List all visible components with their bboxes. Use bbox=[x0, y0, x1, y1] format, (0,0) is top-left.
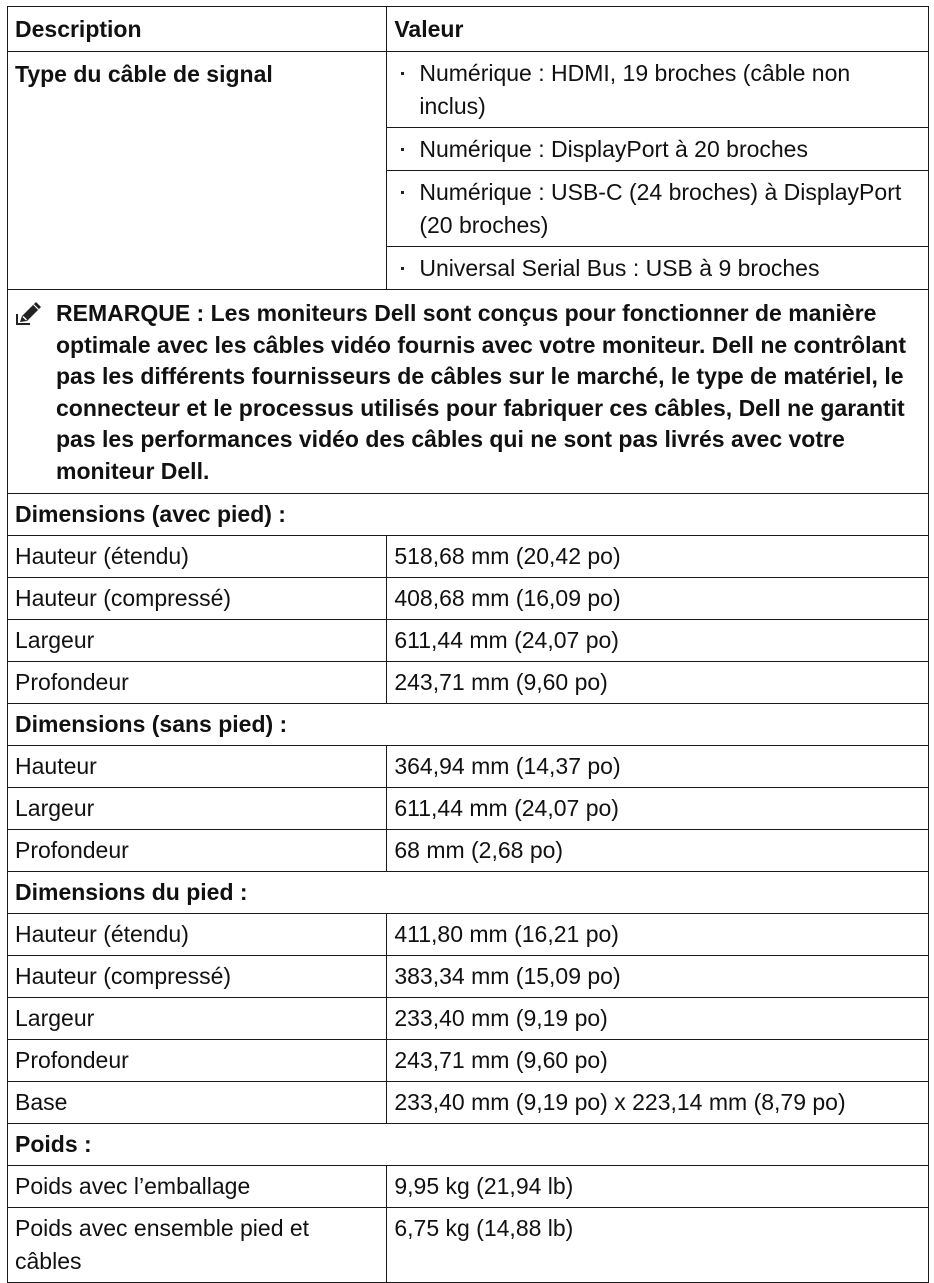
row-label: Profondeur bbox=[8, 830, 387, 872]
table-row bbox=[8, 578, 929, 620]
signal-cable-list bbox=[387, 52, 929, 290]
list-item bbox=[387, 171, 928, 247]
table-row bbox=[8, 662, 929, 704]
note-row bbox=[8, 290, 929, 494]
row-label: Poids avec ensemble pied et câbles bbox=[8, 1208, 387, 1283]
section-title: Dimensions (sans pied) : bbox=[8, 704, 929, 746]
row-label: Largeur bbox=[8, 998, 387, 1040]
table-row bbox=[8, 914, 929, 956]
table-row bbox=[8, 1040, 929, 1082]
row-value: 518,68 mm (20,42 po) bbox=[387, 536, 929, 578]
section-header bbox=[8, 704, 929, 746]
row-label: Hauteur (compressé) bbox=[8, 578, 387, 620]
row-value: 383,34 mm (15,09 po) bbox=[387, 956, 929, 998]
note-cell bbox=[8, 290, 929, 494]
spec-table bbox=[7, 6, 929, 1283]
table-row bbox=[8, 998, 929, 1040]
row-label: Poids avec l’emballage bbox=[8, 1166, 387, 1208]
row-value: 243,71 mm (9,60 po) bbox=[387, 1040, 929, 1082]
row-label: Largeur bbox=[8, 788, 387, 830]
list-item-text: Numérique : USB-C (24 broches) à DisplayPort (20 broches) bbox=[419, 179, 902, 238]
section-header bbox=[8, 1124, 929, 1166]
row-label: Hauteur (compressé) bbox=[8, 956, 387, 998]
row-label: Hauteur (étendu) bbox=[8, 914, 387, 956]
signal-cable-label: Type du câble de signal bbox=[8, 52, 387, 290]
signal-cable-row bbox=[8, 52, 929, 290]
row-value: 6,75 kg (14,88 lb) bbox=[387, 1208, 929, 1283]
section-header bbox=[8, 494, 929, 536]
row-value: 611,44 mm (24,07 po) bbox=[387, 788, 929, 830]
header-description: Description bbox=[8, 7, 387, 52]
section-title: Poids : bbox=[8, 1124, 929, 1166]
bullet-icon bbox=[401, 267, 404, 270]
header-value: Valeur bbox=[387, 7, 929, 52]
row-value: 408,68 mm (16,09 po) bbox=[387, 578, 929, 620]
row-label: Hauteur (étendu) bbox=[8, 536, 387, 578]
section-title: Dimensions du pied : bbox=[8, 872, 929, 914]
row-value: 243,71 mm (9,60 po) bbox=[387, 662, 929, 704]
list-item bbox=[387, 247, 928, 289]
row-value: 233,40 mm (9,19 po) bbox=[387, 998, 929, 1040]
table-row bbox=[8, 536, 929, 578]
list-item-text: Universal Serial Bus : USB à 9 broches bbox=[419, 255, 820, 281]
list-item bbox=[387, 52, 928, 128]
section-header bbox=[8, 872, 929, 914]
list-item-text: Numérique : HDMI, 19 broches (câble non inclus) bbox=[419, 60, 851, 119]
row-label: Profondeur bbox=[8, 662, 387, 704]
table-row bbox=[8, 956, 929, 998]
header-row bbox=[8, 7, 929, 52]
table-row bbox=[8, 620, 929, 662]
row-label: Profondeur bbox=[8, 1040, 387, 1082]
table-row bbox=[8, 746, 929, 788]
table-row bbox=[8, 788, 929, 830]
row-label: Hauteur bbox=[8, 746, 387, 788]
row-value: 233,40 mm (9,19 po) x 223,14 mm (8,79 po) bbox=[387, 1082, 929, 1124]
table-row bbox=[8, 1166, 929, 1208]
table-row bbox=[8, 830, 929, 872]
row-value: 364,94 mm (14,37 po) bbox=[387, 746, 929, 788]
bullet-icon bbox=[401, 148, 404, 151]
row-value: 68 mm (2,68 po) bbox=[387, 830, 929, 872]
list-item bbox=[387, 128, 928, 171]
note-text: REMARQUE : Les moniteurs Dell sont conçus pour fonctionner de manière optimale avec les câbles vidéo fournis avec votre moniteur. Dell ne contrôlant pas les différents fournisseurs de câbles sur le marché, le type de matériel, le connecteur et le processus utilisés pour fabriquer ces câbles, Dell ne garantit pas les performances vidéo des câbles qui ne sont pas livrés avec votre moniteur Dell. bbox=[56, 300, 907, 484]
row-value: 611,44 mm (24,07 po) bbox=[387, 620, 929, 662]
table-row bbox=[8, 1082, 929, 1124]
bullet-icon bbox=[401, 191, 404, 194]
row-value: 411,80 mm (16,21 po) bbox=[387, 914, 929, 956]
row-label: Base bbox=[8, 1082, 387, 1124]
pencil-note-icon bbox=[16, 301, 42, 327]
row-label: Largeur bbox=[8, 620, 387, 662]
bullet-icon bbox=[401, 72, 404, 75]
row-value: 9,95 kg (21,94 lb) bbox=[387, 1166, 929, 1208]
table-row bbox=[8, 1208, 929, 1283]
list-item-text: Numérique : DisplayPort à 20 broches bbox=[419, 136, 808, 162]
section-title: Dimensions (avec pied) : bbox=[8, 494, 929, 536]
